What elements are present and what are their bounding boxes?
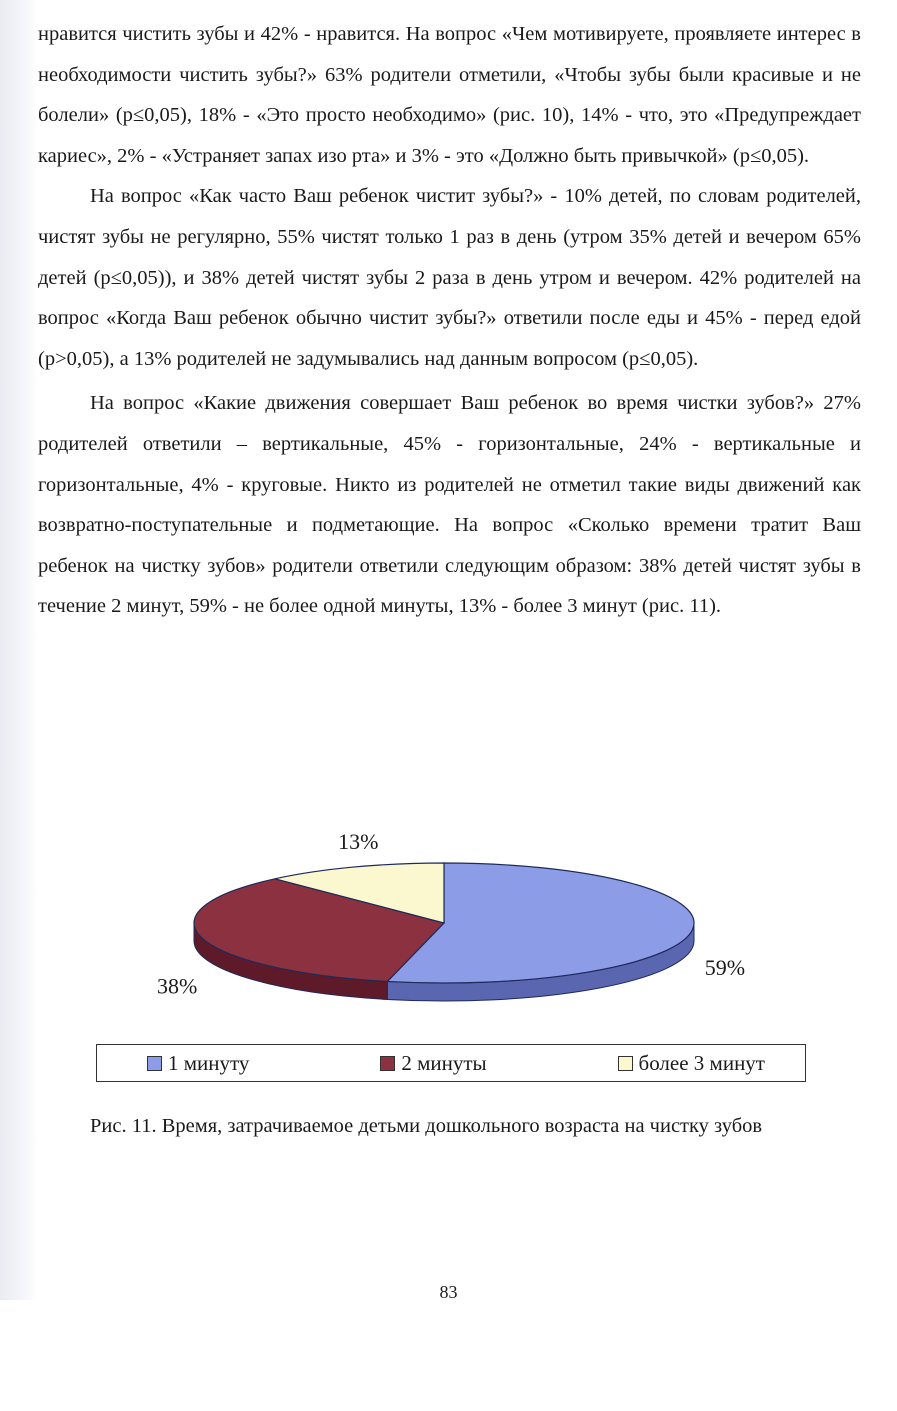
legend-swatch-over-3-minutes [618, 1056, 633, 1071]
paragraph-1: нравится чистить зубы и 42% - нравится. На вопрос «Чем мотивируете, проявляете интерес в необходимости чистить зубы?» 63% родители отметили, «Чтобы зубы были красивые и не болели» (р≤0,05), 18% - «Это просто необходимо» (рис. 10), 14% - что, это «Предупреждает кариес», 2% - «Устраняет запах изо рта» и 3% - это «Должно быть привычкой» (р≤0,05). [38, 23, 861, 167]
legend-label-2-minutes: 2 минуты [401, 1050, 487, 1075]
figure-caption [38, 1106, 861, 1146]
pie-label-1: 38% [157, 973, 198, 999]
paragraph-2: На вопрос «Как часто Ваш ребенок чистит зубы?» - 10% детей, по словам родителей, чистят зубы не регулярно, 55% чистят только 1 раз в день (утром 35% детей и вечером 65% детей (р≤0,05)), и 38% детей чистят зубы 2 раза в день утром и вечером. 42% родителей на вопрос «Когда Ваш ребенок обычно чистит зубы?» ответили после еды и 45% - перед едой (р>0,05), а 13% родителей не задумывались над данным вопросом (р≤0,05). [38, 185, 861, 370]
caption-text: Рис. 11. Время, затрачиваемое детьми дошкольного возраста на чистку зубов [90, 1115, 763, 1137]
pie-label-2: 13% [338, 829, 379, 854]
chart-legend [96, 1044, 806, 1082]
legend-item-over-3-minutes [618, 1051, 765, 1076]
body-text [38, 14, 861, 627]
pie-label-0: 59% [704, 954, 746, 980]
page-number: 83 [439, 1282, 458, 1302]
paragraph-3: На вопрос «Какие движения совершает Ваш ребенок во время чистки зубов?» 27% родителей ответили – вертикальные, 45% - горизонтальные, 24% - вертикальные и горизонтальные, 4% - круговые. Никто из родителей не отметил такие виды движений как возвратно-поступательные и подметающие. На вопрос «Сколько времени тратит Ваш ребенок на чистку зубов» родители ответили следующим образом: 38% детей чистят зубы в течение 2 минут, 59% - не более одной минуты, 13% - более 3 минут (рис. 11). [38, 392, 861, 618]
pie-chart-figure [0, 820, 897, 1100]
legend-label-over-3-minutes: более 3 минут [638, 1050, 765, 1075]
pie-chart [0, 820, 897, 1045]
legend-item-2-minutes [380, 1051, 486, 1076]
scan-shadow-edge [0, 0, 38, 1300]
legend-swatch-2-minutes [380, 1056, 395, 1071]
legend-label-1-minute: 1 минуту [168, 1050, 250, 1075]
legend-swatch-1-minute [147, 1056, 162, 1071]
legend-item-1-minute [147, 1051, 249, 1076]
